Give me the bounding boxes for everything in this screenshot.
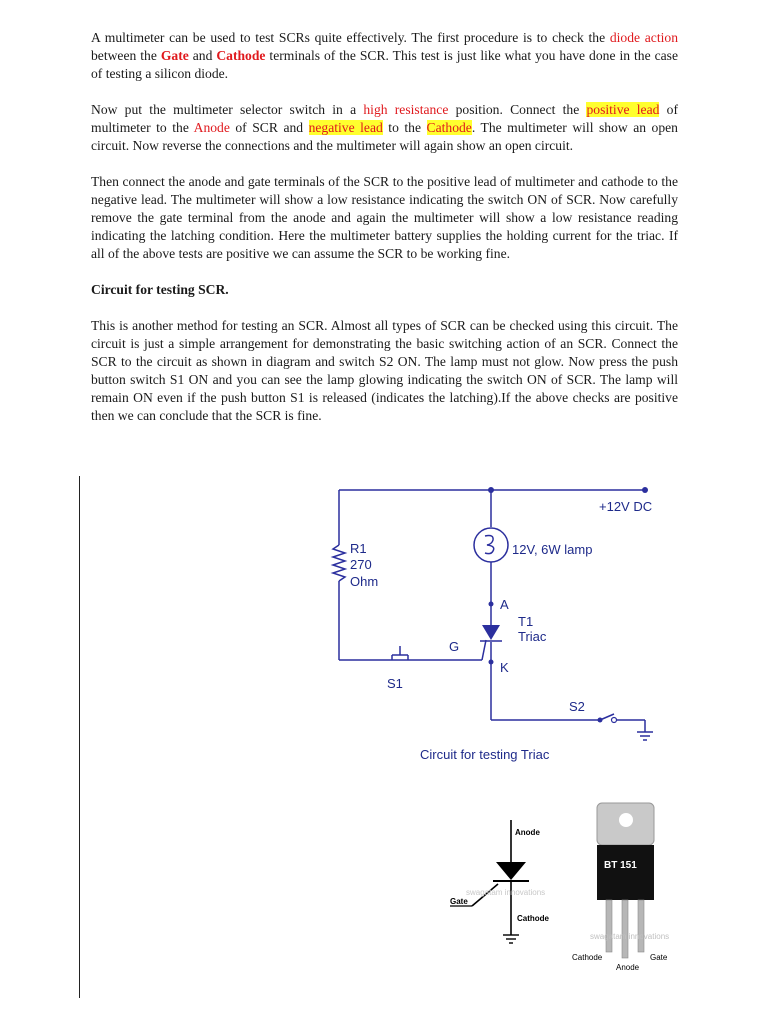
text-span: between the xyxy=(91,48,161,63)
symbol-cathode-label: Cathode xyxy=(517,914,549,923)
package-watermark: swagatam innovations xyxy=(590,932,670,941)
paragraph-latching-test: Then connect the anode and gate terminals of the SCR to the positive lead of multimeter and cathode to the negative lead. The multimeter will show a low resistance indicating the switch ON of SCR. Now carefully remove the gate terminal from the anode and again the multimeter will show a low resistance reading indicating the latching condition. Here the multimeter battery supplies the holding current for the triac. If all of the above tests are positive we can assume the SCR to be working fine. xyxy=(91,174,678,261)
package-cathode-label: Cathode xyxy=(572,953,603,962)
text-span: terminals of the SCR. This test is just like what you have done in the case of testing a silicon diode. xyxy=(91,48,678,81)
symbol-watermark: swagatam innovations xyxy=(466,888,546,897)
symbol-anode-label: Anode xyxy=(515,828,540,837)
t1-label: T1 xyxy=(518,614,534,629)
text-span: A multimeter can be used to test SCRs quite effectively. The first procedure is to check the xyxy=(91,30,610,45)
text-span: position. Connect the xyxy=(448,102,587,117)
bt151-package-diagram xyxy=(570,800,682,972)
paragraph-diode-action xyxy=(91,29,678,83)
r1-unit: Ohm xyxy=(350,574,379,589)
red-bold-cathode: Cathode xyxy=(216,48,266,63)
anode-pin-label: A xyxy=(500,597,509,612)
text-span: . The multimeter will show an open circuit. Now reverse the connections and the multimeter will again show an open circuit. xyxy=(91,120,678,153)
paragraph-circuit-method: This is another method for testing an SCR. Almost all types of SCR can be checked using this circuit. The circuit is just a simple arrangement for demonstrating the basic switching action of an SCR. Connect the SCR to the circuit as shown in diagram and switch S2 ON. The lamp must not glow. Now press the push button switch S1 ON and you can see the lamp glowing indicating the switch ON of SCR. The lamp will remain ON even if the push button S1 is released (indicates the latching).If the above checks are positive then we can conclude that the SCR is fine. xyxy=(91,318,678,423)
s1-label: S1 xyxy=(387,676,403,691)
red-text-anode: Anode xyxy=(193,120,230,135)
gate-pin-label: G xyxy=(449,639,460,654)
paragraph-high-resistance xyxy=(91,101,678,155)
red-text-high-resistance: high resistance xyxy=(363,102,449,117)
margin-rule xyxy=(79,476,80,998)
r1-label: R1 xyxy=(350,541,367,556)
scr-symbol-diagram xyxy=(445,815,565,955)
r1-value: 270 xyxy=(350,557,372,572)
highlight-cathode: Cathode xyxy=(426,120,472,135)
text-span: Now put the multimeter selector switch in a xyxy=(91,102,364,117)
circuit-caption: Circuit for testing Triac xyxy=(420,747,550,762)
lamp-label: 12V, 6W lamp xyxy=(512,542,593,557)
section-heading: Circuit for testing SCR. xyxy=(91,282,229,297)
package-gate-label: Gate xyxy=(650,953,668,962)
red-text-diode-action: diode action xyxy=(609,30,678,45)
text-span: to the xyxy=(382,120,427,135)
package-part-number: BT 151 xyxy=(604,860,637,871)
package-anode-label: Anode xyxy=(616,963,640,972)
highlight-positive-lead: positive lead xyxy=(586,102,660,117)
test-circuit-diagram xyxy=(320,478,680,768)
s2-label: S2 xyxy=(569,699,585,714)
text-span: of SCR and xyxy=(229,120,309,135)
triac-label: Triac xyxy=(518,629,547,644)
body-text xyxy=(91,29,678,443)
highlight-negative-lead: negative lead xyxy=(308,120,383,135)
red-bold-gate: Gate xyxy=(160,48,189,63)
cathode-pin-label: K xyxy=(500,660,509,675)
symbol-gate-label: Gate xyxy=(450,897,468,906)
supply-label: +12V DC xyxy=(599,499,653,514)
text-span: of multimeter to the xyxy=(91,102,678,135)
text-span: and xyxy=(188,48,217,63)
